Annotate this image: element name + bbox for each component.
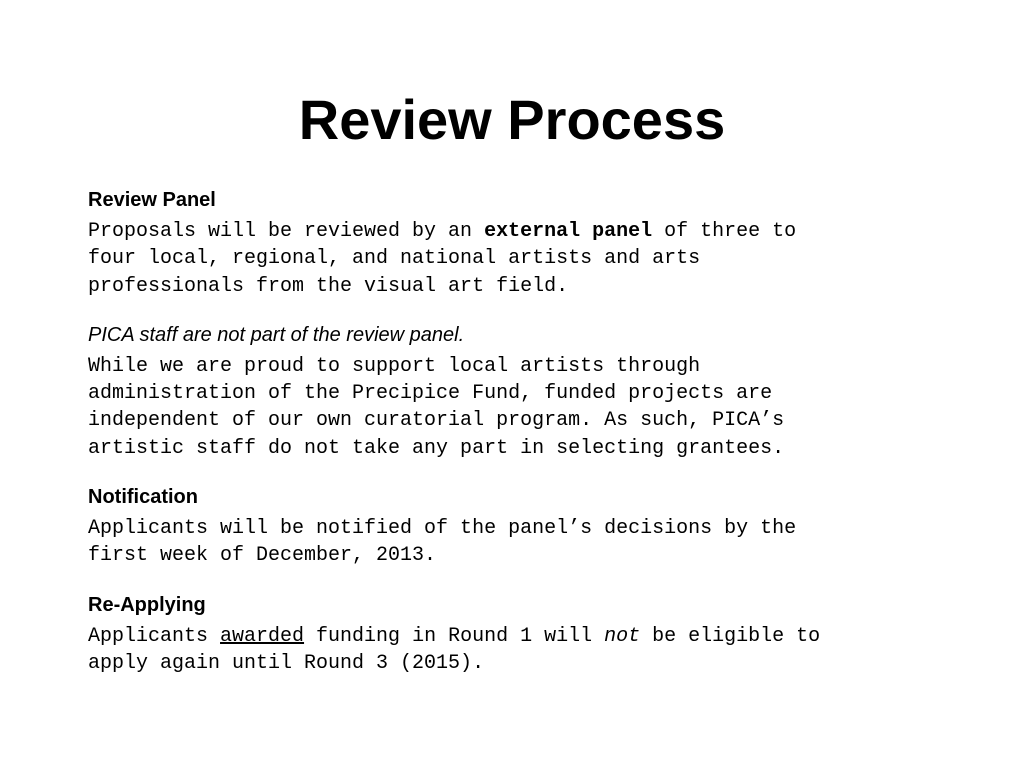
text-line: first week of December, 2013.	[88, 544, 437, 568]
notification-text	[88, 515, 948, 570]
text-line: artistic staff do not take any part in selecting grantees.	[88, 436, 785, 460]
reapplying-text	[88, 623, 948, 678]
text-line: independent of our own curatorial program. As such, PICA’s	[88, 409, 785, 433]
staff-text	[88, 353, 948, 462]
text-line: While we are proud to support local artists through	[88, 354, 701, 378]
text-line: Applicants awarded funding in Round 1 will not be eligible to	[88, 624, 821, 648]
text-line: professionals from the visual art field.	[88, 274, 569, 298]
review-panel-section	[88, 186, 948, 300]
review-panel-heading: Review Panel	[88, 189, 216, 211]
text-line: four local, regional, and national artists and arts	[88, 247, 701, 271]
emphasis-not: not	[604, 624, 641, 648]
review-panel-text	[88, 218, 948, 300]
emphasis-awarded: awarded	[220, 624, 305, 648]
text-line: Applicants will be notified of the panel’s decisions by the	[88, 517, 797, 541]
text-line: Proposals will be reviewed by an external panel of three to	[88, 220, 797, 243]
text-line: apply again until Round 3 (2015).	[88, 651, 485, 675]
notification-heading: Notification	[88, 486, 198, 509]
notification-section	[88, 483, 948, 570]
staff-heading: PICA staff are not part of the review panel.	[88, 323, 465, 346]
staff-section	[88, 321, 948, 462]
text-line: administration of the Precipice Fund, funded projects are	[88, 382, 773, 406]
reapplying-heading: Re-Applying	[88, 593, 206, 616]
reapplying-section	[88, 591, 948, 678]
page-title: Review Process	[298, 88, 726, 151]
slide-content	[88, 186, 948, 698]
emphasis-external-panel: external panel	[484, 220, 653, 243]
